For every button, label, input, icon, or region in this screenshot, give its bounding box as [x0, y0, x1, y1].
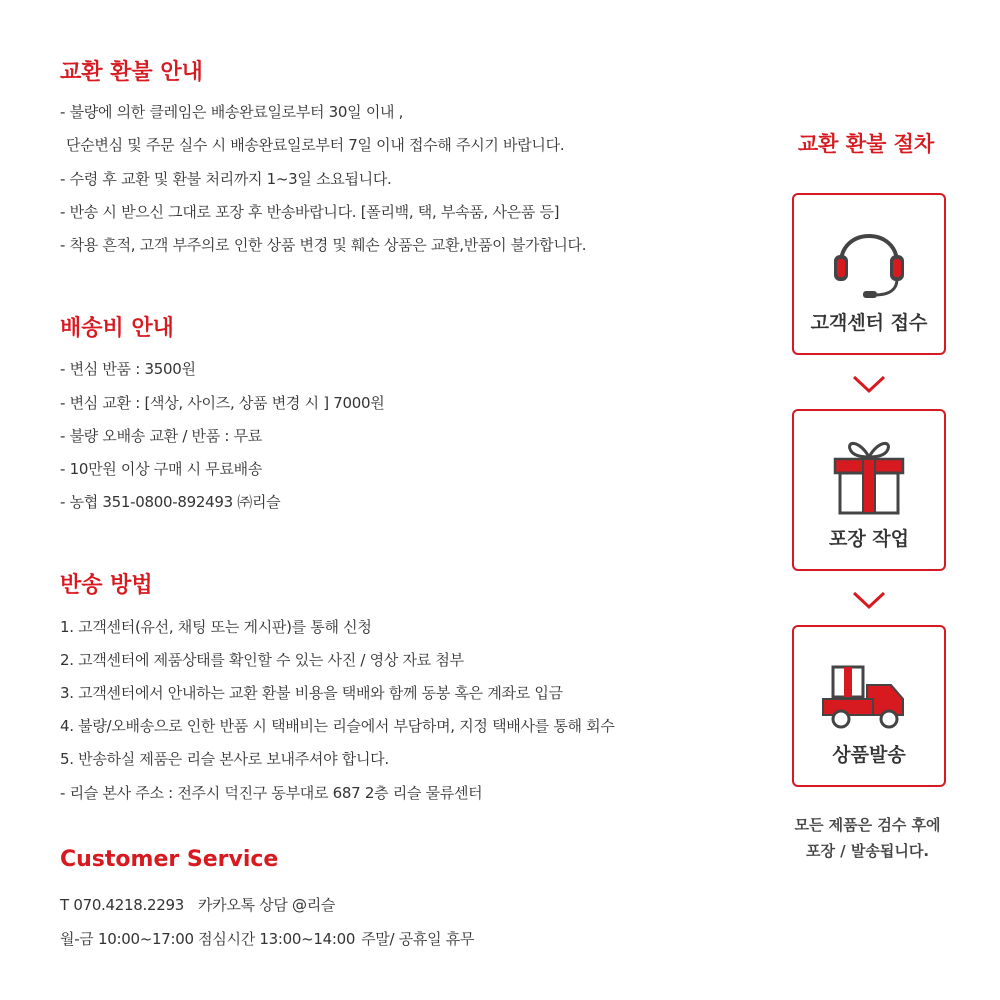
- hq-address-line: - 리슬 본사 주소 : 전주시 덕진구 동부대로 687 2층 리슬 물류센터: [60, 784, 483, 802]
- return-method-step: 3. 고객센터에서 안내하는 교환 환불 비용을 택배와 함께 동봉 혹은 계좌로 입금: [60, 684, 563, 702]
- step-label: 고객센터 접수: [810, 312, 928, 334]
- shipping-fee-line: - 변심 교환 : [색상, 사이즈, 상품 변경 시 ] 7000원: [60, 394, 385, 412]
- exchange-refund-line: 단순변심 및 주문 실수 시 배송완료일로부터 7일 이내 접수해 주시기 바랍니다.: [66, 136, 565, 154]
- customer-service-title: Customer Service: [60, 847, 279, 872]
- procedure-title: 교환 환불 절차: [797, 132, 935, 156]
- step-label: 상품발송: [832, 744, 906, 766]
- shipping-fee-line: - 10만원 이상 구매 시 무료배송: [60, 460, 263, 478]
- step-customer-center: [792, 193, 946, 355]
- holiday-notice: 주말/ 공휴일 휴무: [361, 930, 475, 948]
- bank-account-line: - 농협 351-0800-892493 ㈜리슬: [60, 493, 281, 511]
- return-method-step: 2. 고객센터에 제품상태를 확인할 수 있는 사진 / 영상 자료 첨부: [60, 651, 464, 669]
- contact-line: [60, 894, 335, 915]
- exchange-refund-title: 교환 환불 안내: [60, 60, 203, 85]
- phone-number[interactable]: T 070.4218.2293: [60, 896, 184, 914]
- return-method-step: 1. 고객센터(유선, 채팅 또는 게시판)를 통해 신청: [60, 618, 372, 636]
- step-label: 포장 작업: [828, 528, 910, 550]
- note-line: 모든 제품은 검수 후에: [794, 816, 941, 834]
- return-method-step: 5. 반송하실 제품은 리슬 본사로 보내주셔야 합니다.: [60, 750, 389, 768]
- exchange-refund-line: - 수령 후 교환 및 환불 처리까지 1~3일 소요됩니다.: [60, 170, 392, 188]
- inspection-note: [760, 812, 975, 864]
- step-shipping: [792, 625, 946, 787]
- chevron-down-icon: [851, 374, 887, 394]
- note-line: 포장 / 발송됩니다.: [805, 842, 930, 860]
- return-method-title: 반송 방법: [60, 573, 153, 598]
- return-method-step: 4. 불량/오배송으로 인한 반품 시 택배비는 리슬에서 부담하며, 지정 택배사를 통해 회수: [60, 717, 615, 735]
- shipping-fee-title: 배송비 안내: [60, 316, 174, 341]
- kakao-contact[interactable]: 카카오톡 상담 @리슬: [197, 896, 336, 914]
- hours-line: [60, 928, 474, 949]
- shipping-fee-line: - 변심 반품 : 3500원: [60, 360, 196, 378]
- business-hours: 월-금 10:00~17:00 점심시간 13:00~14:00: [60, 930, 356, 948]
- exchange-refund-line: - 불량에 의한 클레임은 배송완료일로부터 30일 이내 ,: [60, 103, 404, 121]
- step-packing: [792, 409, 946, 571]
- shipping-fee-line: - 불량 오배송 교환 / 반품 : 무료: [60, 427, 262, 445]
- procedure-column: [760, 0, 1000, 1000]
- chevron-down-icon: [851, 590, 887, 610]
- exchange-refund-line: - 착용 흔적, 고객 부주의로 인한 상품 변경 및 훼손 상품은 교환,반품이 불가합니다.: [60, 236, 587, 254]
- headset-icon: [819, 211, 919, 301]
- gift-box-icon: [819, 427, 919, 517]
- exchange-refund-line: - 반송 시 받으신 그대로 포장 후 반송바랍니다. [폴리백, 택, 부속품, 사은품 등]: [60, 203, 560, 221]
- delivery-truck-icon: [819, 643, 919, 733]
